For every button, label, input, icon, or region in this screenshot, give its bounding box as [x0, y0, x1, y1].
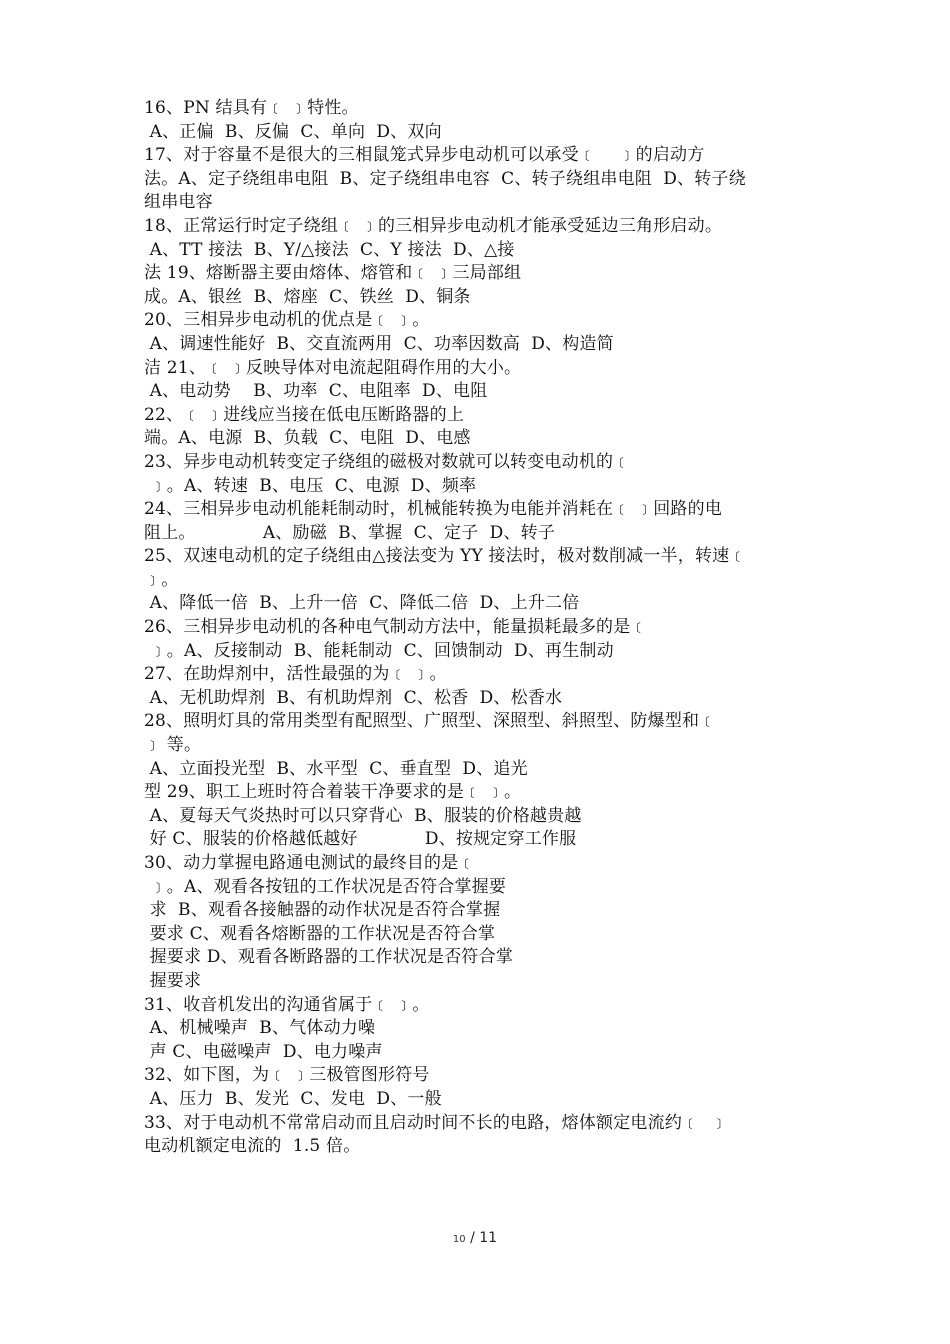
text-line: 端。A、电源 B、负载 C、电阻 D、电感 — [144, 428, 471, 449]
text-line: 30、动力掌握电路通电测试的最终目的是﹝ — [144, 853, 476, 873]
text-line: ﹞。A、反接制动 B、能耗制动 C、回馈制动 D、再生制动 — [144, 640, 614, 661]
text-line: 18、正常运行时定子绕组﹝ ﹞的三相异步电动机才能承受延边三角形启动。 — [144, 215, 723, 236]
text-line: 型 29、职工上班时符合着装干净要求的是﹝ ﹞。 — [144, 782, 522, 803]
question-list — [144, 97, 824, 1159]
text-line: 要求 C、观看各熔断器的工作状况是否符合掌 — [144, 923, 496, 944]
text-line: A、电动势 B、功率 C、电阻率 D、电阻 — [144, 381, 488, 402]
text-line: ﹞。 — [144, 569, 179, 590]
text-line: 25、双速电动机的定子绕组由△接法变为 YY 接法时，极对数削减一半，转速﹝ — [144, 546, 747, 567]
text-line: A、TT 接法 B、Y/△接法 C、Y 接法 D、△接 — [144, 239, 515, 260]
text-line: A、无机助焊剂 B、有机助焊剂 C、松香 D、松香水 — [144, 687, 563, 708]
text-line: 20、三相异步电动机的优点是﹝ ﹞。 — [144, 310, 430, 331]
text-line: 求 B、观看各接触器的动作状况是否符合掌握 — [144, 900, 501, 921]
text-line: A、机械噪声 B、气体动力噪 — [144, 1018, 376, 1039]
text-line: 27、在助焊剂中，活性最强的为﹝ ﹞。 — [144, 664, 447, 685]
text-line: A、调速性能好 B、交直流两用 C、功率因数高 D、构造简 — [144, 333, 614, 354]
text-line: 成。A、银丝 B、熔座 C、铁丝 D、铜条 — [144, 286, 471, 307]
text-line: 法。A、定子绕组串电阻 B、定子绕组串电容 C、转子绕组串电阻 D、转子绕 — [144, 168, 746, 189]
text-line: 28、照明灯具的常用类型有配照型、广照型、深照型、斜照型、防爆型和﹝ — [144, 711, 717, 732]
total-page-number: 11 — [479, 1230, 498, 1246]
text-line: 电动机额定电流的 1.5 倍。 — [144, 1136, 361, 1157]
text-line: A、降低一倍 B、上升一倍 C、降低二倍 D、上升二倍 — [144, 593, 580, 614]
text-line: ﹞ 等。 — [144, 735, 202, 756]
text-line: 组串电容 — [144, 192, 213, 213]
text-line: A、正偏 B、反偏 C、单向 D、双向 — [144, 121, 442, 142]
text-line: 握要求 — [144, 970, 202, 991]
text-line: 声 C、电磁噪声 D、电力噪声 — [144, 1041, 383, 1062]
text-line: 握要求 D、观看各断路器的工作状况是否符合掌 — [144, 947, 514, 968]
current-page-number: 10 — [452, 1234, 466, 1245]
text-line: 16、PN 结具有﹝ ﹞特性。 — [144, 98, 359, 118]
text-line: A、压力 B、发光 C、发电 D、一般 — [144, 1088, 442, 1109]
text-line: A、夏每天气炎热时可以只穿背心 B、服装的价格越贵越 — [144, 805, 582, 826]
text-line: 32、如下图，为﹝ ﹞三极管图形符号 — [144, 1065, 430, 1086]
text-line: 22、﹝ ﹞进线应当接在低电压断路器的上 — [144, 404, 465, 425]
text-line: 24、三相异步电动机能耗制动时，机械能转换为电能并消耗在﹝ ﹞回路的电 — [144, 499, 723, 520]
text-line: ﹞。A、转速 B、电压 C、电源 D、频率 — [144, 475, 477, 496]
page-number — [0, 1230, 950, 1246]
text-line: 26、三相异步电动机的各种电气制动方法中，能量损耗最多的是﹝ — [144, 617, 648, 638]
text-line: 23、异步电动机转变定子绕组的磁极对数就可以转变电动机的﹝ — [144, 451, 631, 472]
text-line: 阻上。 A、励磁 B、掌握 C、定子 D、转子 — [144, 522, 556, 543]
text-line: A、立面投光型 B、水平型 C、垂直型 D、追光 — [144, 758, 528, 779]
text-line: ﹞。A、观看各按钮的工作状况是否符合掌握要 — [144, 876, 507, 897]
page-separator: / — [465, 1230, 480, 1246]
text-line: 好 C、服装的价格越低越好 D、按规定穿工作服 — [144, 829, 577, 850]
text-line: 31、收音机发出的沟通省属于﹝ ﹞。 — [144, 994, 430, 1015]
text-line: 17、对于容量不是很大的三相鼠笼式异步电动机可以承受﹝ ﹞的启动方 — [144, 145, 705, 166]
text-line: 法 19、熔断器主要由熔体、熔管和﹝ ﹞三局部组 — [144, 263, 522, 284]
text-line: 33、对于电动机不常常启动而且启动时间不长的电路，熔体额定电流约﹝ ﹞ — [144, 1112, 728, 1133]
text-line: 洁 21、﹝ ﹞反映导体对电流起阻碍作用的大小。 — [144, 357, 522, 378]
